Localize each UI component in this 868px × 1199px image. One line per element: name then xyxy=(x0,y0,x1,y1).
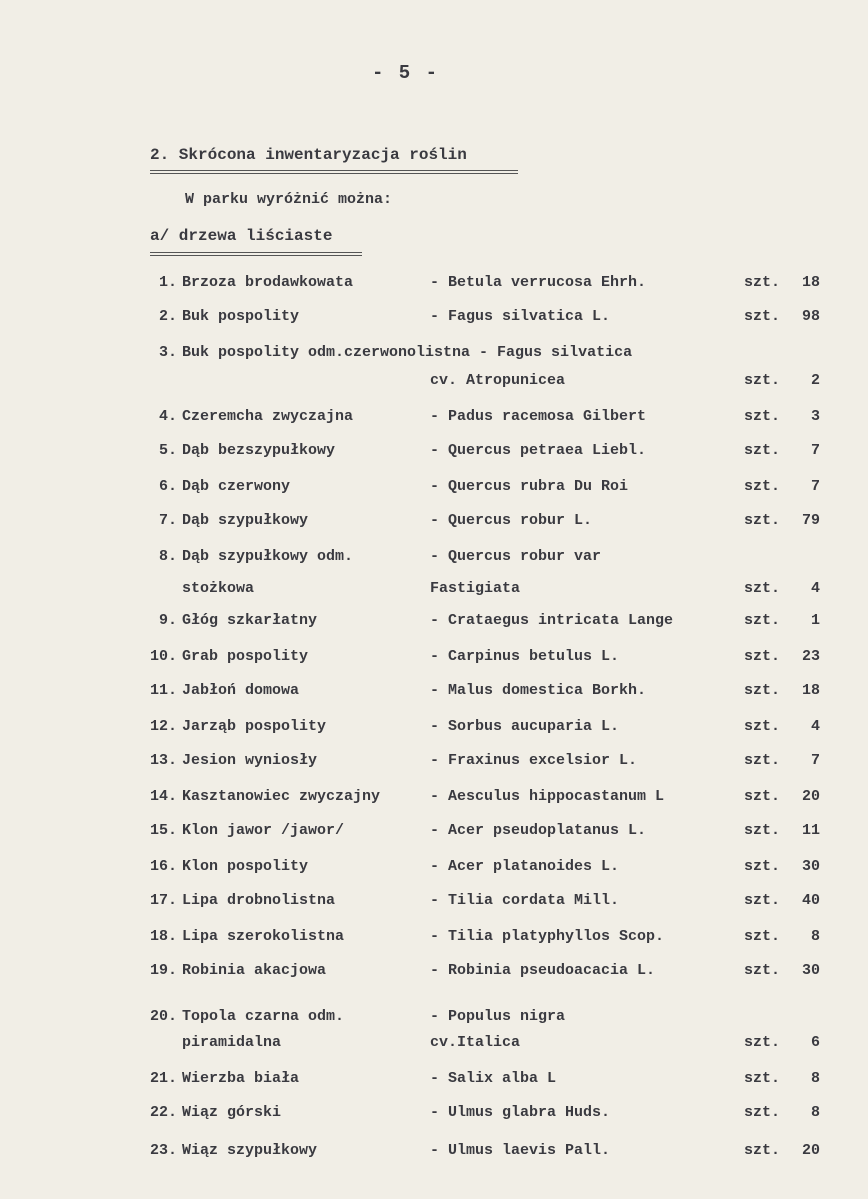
unit-label: szt. xyxy=(744,752,781,769)
polish-name: piramidalna xyxy=(182,1034,282,1051)
latin-name: - Quercus petraea Liebl. xyxy=(430,442,647,459)
count-value: 20 xyxy=(801,1142,820,1159)
latin-name: - Salix alba L xyxy=(430,1070,557,1087)
row-number: 22. xyxy=(149,1104,177,1121)
row-number: 13. xyxy=(149,752,177,769)
count-value: 8 xyxy=(810,1104,820,1121)
polish-name: Robinia akacjowa xyxy=(182,962,327,979)
polish-name: Dąb szypułkowy odm. xyxy=(182,548,354,565)
unit-label: szt. xyxy=(744,612,781,629)
polish-name: Buk pospolity odm.czerwonolistna - Fagus silvatica xyxy=(182,344,633,361)
heading-underline xyxy=(150,170,518,171)
polish-name: Dąb bezszypułkowy xyxy=(182,442,336,459)
latin-name: - Padus racemosa Gilbert xyxy=(430,408,647,425)
unit-label: szt. xyxy=(744,580,781,597)
row-number: 8. xyxy=(158,548,177,565)
subheading-underline-2 xyxy=(150,255,362,256)
polish-name: Lipa drobnolistna xyxy=(182,892,336,909)
latin-name: - Malus domestica Borkh. xyxy=(430,682,647,699)
unit-label: szt. xyxy=(744,822,781,839)
latin-name: - Robinia pseudoacacia L. xyxy=(430,962,656,979)
row-number: 10. xyxy=(149,648,177,665)
row-number: 7. xyxy=(158,512,177,529)
count-value: 6 xyxy=(810,1034,820,1051)
latin-name: - Betula verrucosa Ehrh. xyxy=(430,274,647,291)
count-value: 18 xyxy=(801,274,820,291)
row-number: 16. xyxy=(149,858,177,875)
count-value: 20 xyxy=(801,788,820,805)
unit-label: szt. xyxy=(744,718,781,735)
polish-name: Wiąz szypułkowy xyxy=(182,1142,318,1159)
latin-name: - Quercus robur L. xyxy=(430,512,593,529)
row-number: 19. xyxy=(149,962,177,979)
latin-name: - Populus nigra xyxy=(430,1008,566,1025)
unit-label: szt. xyxy=(744,1034,781,1051)
unit-label: szt. xyxy=(744,1142,781,1159)
latin-name: - Ulmus glabra Huds. xyxy=(430,1104,611,1121)
latin-name: cv. Atropunicea xyxy=(430,372,566,389)
count-value: 23 xyxy=(801,648,820,665)
count-value: 7 xyxy=(810,478,820,495)
polish-name: Grab pospolity xyxy=(182,648,309,665)
unit-label: szt. xyxy=(744,512,781,529)
latin-name: - Carpinus betulus L. xyxy=(430,648,620,665)
unit-label: szt. xyxy=(744,372,781,389)
polish-name: Topola czarna odm. xyxy=(182,1008,345,1025)
unit-label: szt. xyxy=(744,892,781,909)
unit-label: szt. xyxy=(744,962,781,979)
latin-name: - Aesculus hippocastanum L xyxy=(430,788,665,805)
latin-name: cv.Italica xyxy=(430,1034,521,1051)
row-number: 4. xyxy=(158,408,177,425)
row-number: 14. xyxy=(149,788,177,805)
row-number: 1. xyxy=(158,274,177,291)
unit-label: szt. xyxy=(744,408,781,425)
count-value: 7 xyxy=(810,752,820,769)
polish-name: Wierzba biała xyxy=(182,1070,300,1087)
row-number: 15. xyxy=(149,822,177,839)
page-number: - 5 - xyxy=(372,62,440,84)
polish-name: Dąb czerwony xyxy=(182,478,291,495)
unit-label: szt. xyxy=(744,648,781,665)
polish-name: Jabłoń domowa xyxy=(182,682,300,699)
latin-name: - Acer pseudoplatanus L. xyxy=(430,822,647,839)
latin-name: - Sorbus aucuparia L. xyxy=(430,718,620,735)
row-number: 5. xyxy=(158,442,177,459)
row-number: 18. xyxy=(149,928,177,945)
count-value: 98 xyxy=(801,308,820,325)
polish-name: Klon pospolity xyxy=(182,858,309,875)
polish-name: Brzoza brodawkowata xyxy=(182,274,354,291)
heading-underline-2 xyxy=(150,173,518,174)
polish-name: stożkowa xyxy=(182,580,255,597)
count-value: 4 xyxy=(810,580,820,597)
row-number: 11. xyxy=(149,682,177,699)
count-value: 40 xyxy=(801,892,820,909)
count-value: 8 xyxy=(810,928,820,945)
row-number: 9. xyxy=(158,612,177,629)
row-number: 21. xyxy=(149,1070,177,1087)
unit-label: szt. xyxy=(744,442,781,459)
count-value: 1 xyxy=(810,612,820,629)
count-value: 4 xyxy=(810,718,820,735)
unit-label: szt. xyxy=(744,308,781,325)
count-value: 30 xyxy=(801,962,820,979)
unit-label: szt. xyxy=(744,1070,781,1087)
latin-name: - Fraxinus excelsior L. xyxy=(430,752,638,769)
row-number: 23. xyxy=(149,1142,177,1159)
row-number: 2. xyxy=(158,308,177,325)
polish-name: Buk pospolity xyxy=(182,308,300,325)
row-number: 3. xyxy=(158,344,177,361)
row-number: 6. xyxy=(158,478,177,495)
unit-label: szt. xyxy=(744,274,781,291)
polish-name: Dąb szypułkowy xyxy=(182,512,309,529)
unit-label: szt. xyxy=(744,682,781,699)
count-value: 8 xyxy=(810,1070,820,1087)
section-heading: 2. Skrócona inwentaryzacja roślin xyxy=(150,146,467,164)
latin-name: - Fagus silvatica L. xyxy=(430,308,611,325)
latin-name: - Tilia platyphyllos Scop. xyxy=(430,928,665,945)
unit-label: szt. xyxy=(744,1104,781,1121)
latin-name: - Quercus robur var xyxy=(430,548,602,565)
unit-label: szt. xyxy=(744,478,781,495)
latin-name: - Quercus rubra Du Roi xyxy=(430,478,629,495)
polish-name: Głóg szkarłatny xyxy=(182,612,318,629)
latin-name: - Ulmus laevis Pall. xyxy=(430,1142,611,1159)
row-number: 12. xyxy=(149,718,177,735)
unit-label: szt. xyxy=(744,788,781,805)
intro-text: W parku wyróżnić można: xyxy=(185,191,393,208)
latin-name: - Crataegus intricata Lange xyxy=(430,612,674,629)
latin-name: Fastigiata xyxy=(430,580,521,597)
count-value: 30 xyxy=(801,858,820,875)
polish-name: Jarząb pospolity xyxy=(182,718,327,735)
polish-name: Klon jawor /jawor/ xyxy=(182,822,345,839)
count-value: 11 xyxy=(801,822,820,839)
latin-name: - Tilia cordata Mill. xyxy=(430,892,620,909)
unit-label: szt. xyxy=(744,928,781,945)
polish-name: Jesion wyniosły xyxy=(182,752,318,769)
count-value: 2 xyxy=(810,372,820,389)
polish-name: Czeremcha zwyczajna xyxy=(182,408,354,425)
unit-label: szt. xyxy=(744,858,781,875)
subheading-underline xyxy=(150,252,362,253)
count-value: 7 xyxy=(810,442,820,459)
latin-name: - Acer platanoides L. xyxy=(430,858,620,875)
subheading: a/ drzewa liściaste xyxy=(150,227,333,245)
row-number: 20. xyxy=(149,1008,177,1025)
count-value: 3 xyxy=(810,408,820,425)
row-number: 17. xyxy=(149,892,177,909)
polish-name: Wiąz górski xyxy=(182,1104,282,1121)
polish-name: Kasztanowiec zwyczajny xyxy=(182,788,381,805)
count-value: 79 xyxy=(801,512,820,529)
polish-name: Lipa szerokolistna xyxy=(182,928,345,945)
count-value: 18 xyxy=(801,682,820,699)
